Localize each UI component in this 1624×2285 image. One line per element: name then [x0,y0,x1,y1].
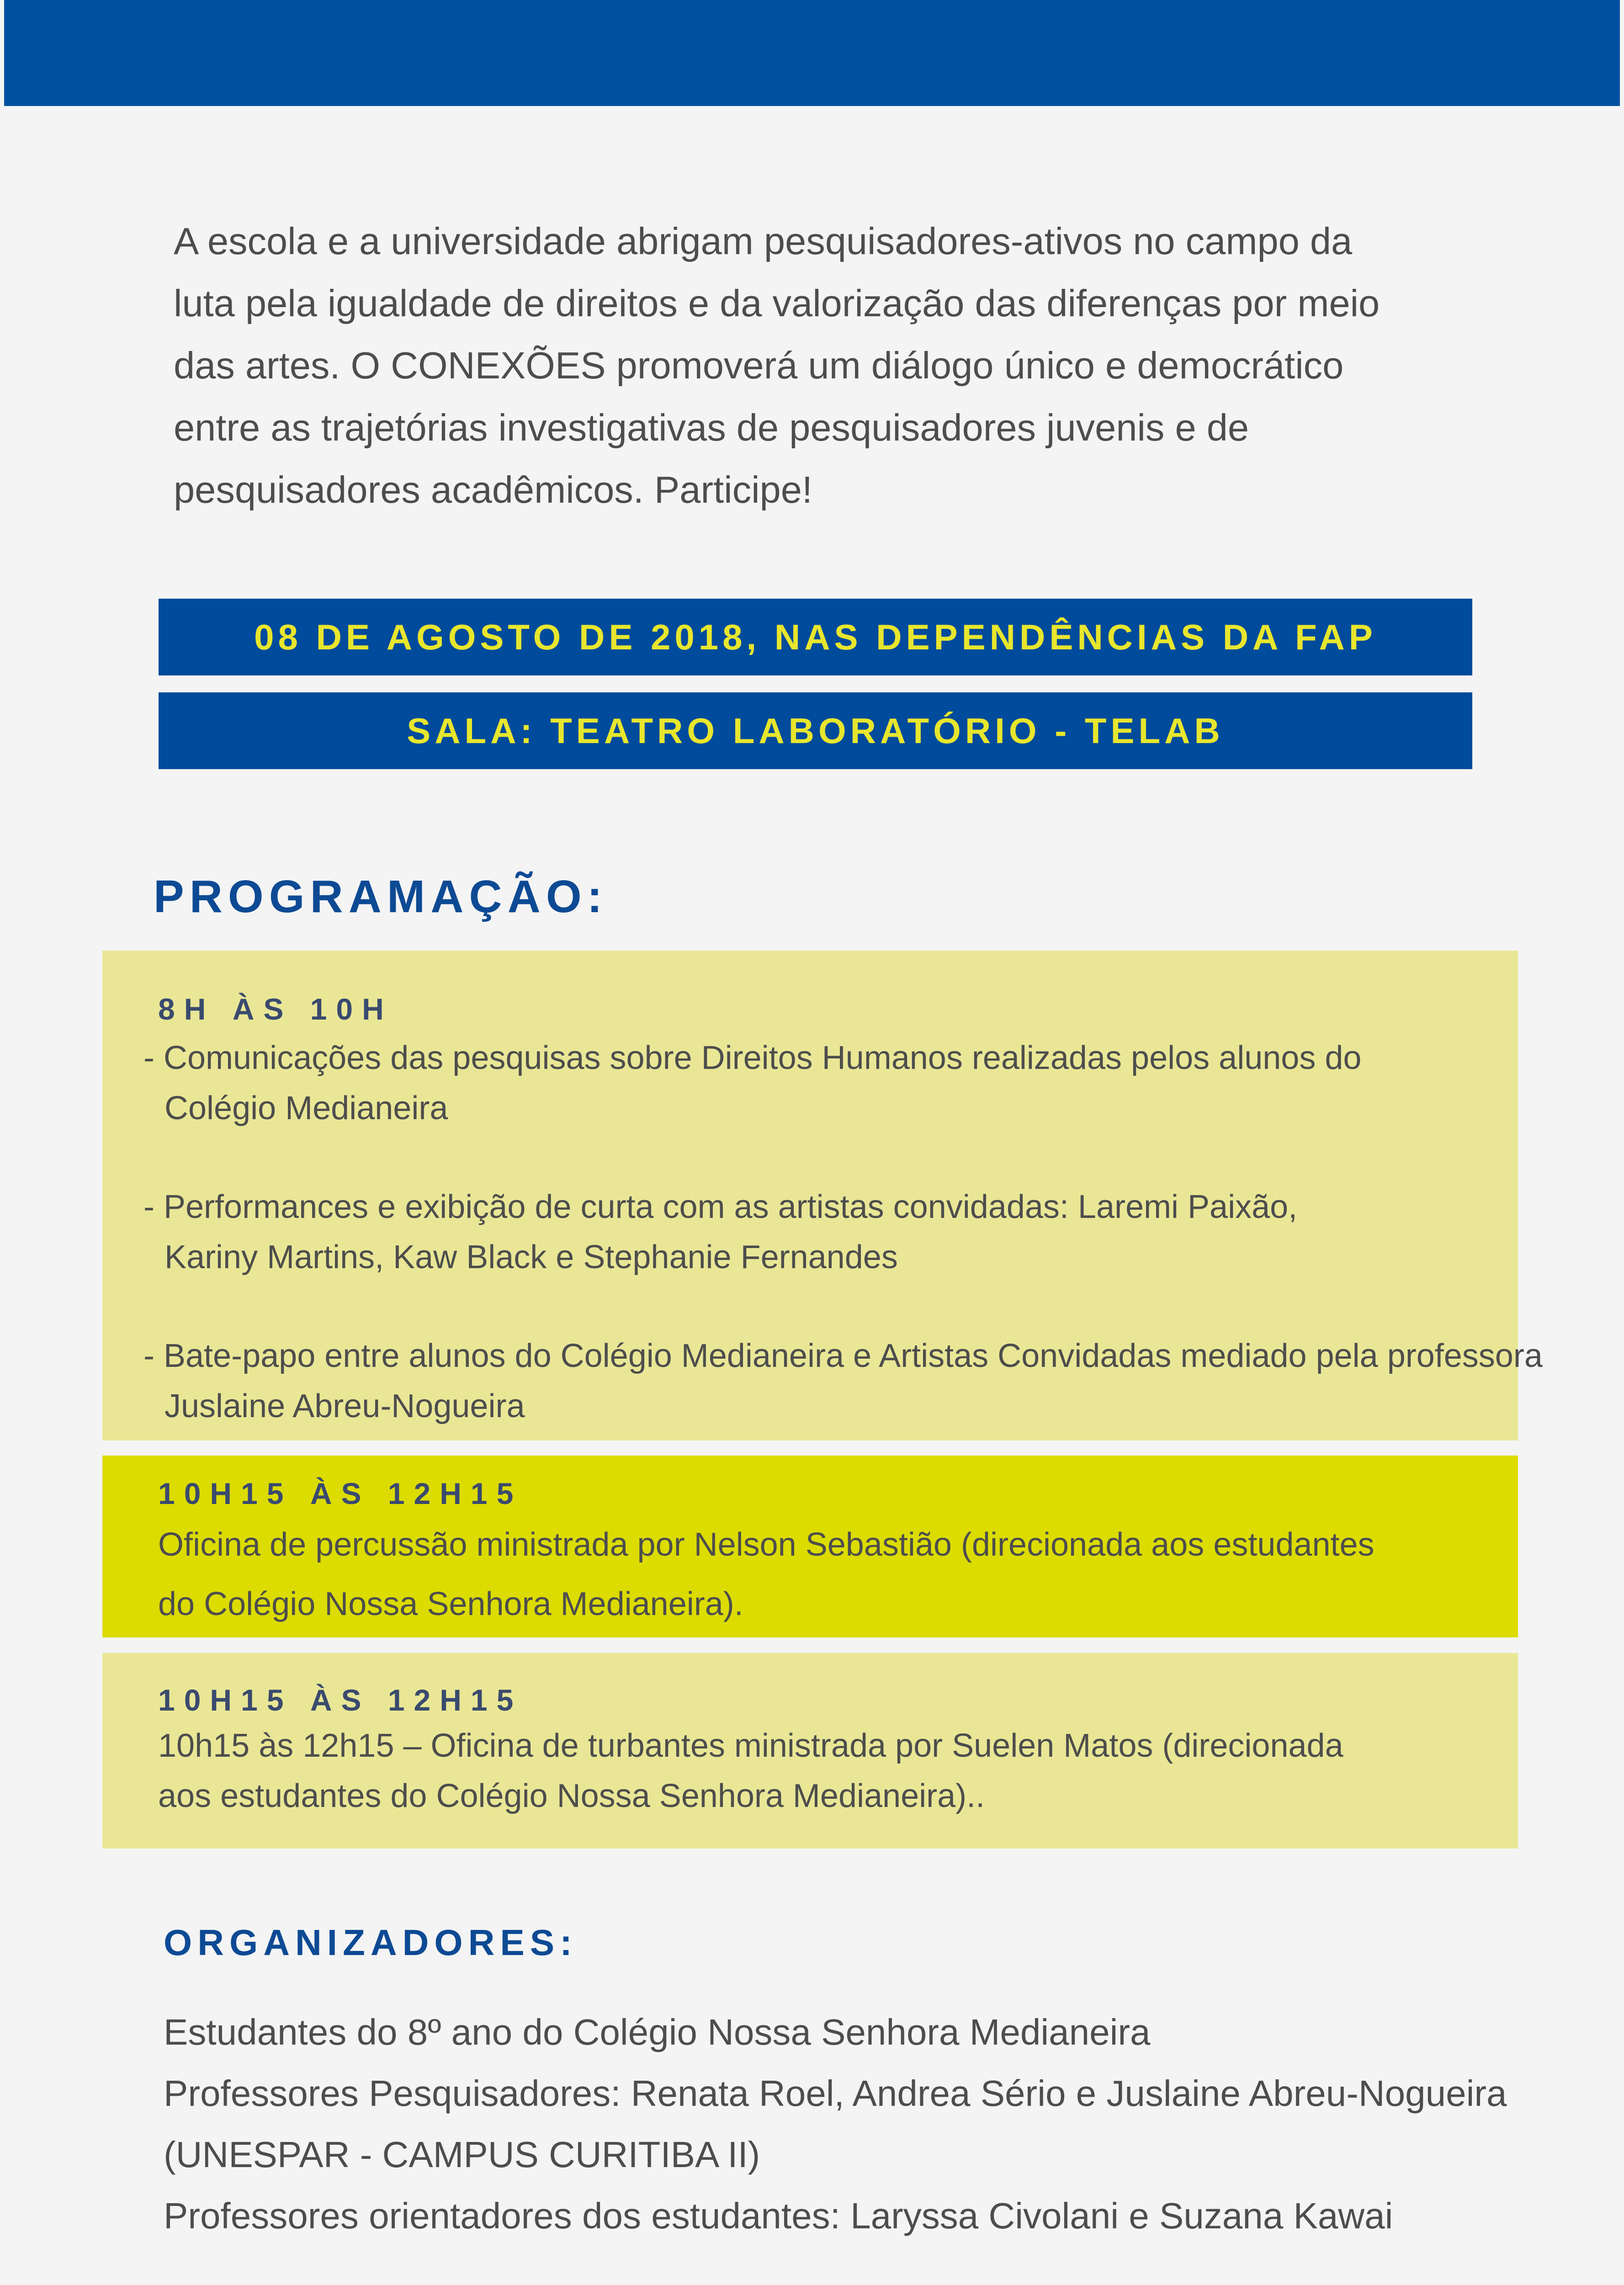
intro-line: das artes. O CONEXÕES promoverá um diálogo único e democrático [174,344,1344,387]
text-line: 10h15 às 12h15 – Oficina de turbantes ministrada por Suelen Matos (direcionada [158,1727,1343,1764]
block-1-items [143,1033,1543,1431]
list-item: Juslaine Abreu-Nogueira [165,1388,525,1424]
room-banner [159,692,1472,769]
list-item: Colégio Medianeira [165,1090,448,1127]
list-item: - Performances e exibição de curta com as artistas convidadas: Laremi Paixão, [143,1189,1298,1225]
block-2-time: 10H15 ÀS 12H15 [158,1477,523,1510]
block-2-text [158,1515,1375,1634]
organizer-line: Estudantes do 8º ano do Colégio Nossa Senhora Medianeira [164,2012,1151,2052]
block-3-time: 10H15 ÀS 12H15 [158,1683,523,1717]
text-line: do Colégio Nossa Senhora Medianeira). [158,1586,743,1622]
organizer-line: Professores Pesquisadores: Renata Roel, Andrea Sério e Juslaine Abreu-Nogueira [164,2073,1507,2114]
text-line: aos estudantes do Colégio Nossa Senhora Medianeira).. [158,1778,985,1814]
list-item: - Comunicações das pesquisas sobre Direitos Humanos realizadas pelos alunos do [143,1040,1362,1076]
organizadores-list [164,2002,1507,2247]
schedule-block-2 [102,1456,1518,1637]
intro-paragraph [174,210,1499,521]
schedule-block-3 [102,1653,1518,1849]
room-banner-text: SALA: TEATRO LABORATÓRIO - TELAB [407,710,1224,751]
list-item: Kariny Martins, Kaw Black e Stephanie Fernandes [165,1239,898,1275]
date-banner-text: 08 DE AGOSTO DE 2018, NAS DEPENDÊNCIAS DA FAP [254,616,1377,657]
intro-line: pesquisadores acadêmicos. Participe! [174,468,812,511]
block-3-text [158,1721,1343,1821]
intro-line: entre as trajetórias investigativas de pesquisadores juvenis e de [174,406,1249,449]
intro-line: luta pela igualdade de direitos e da valorização das diferenças por meio [174,282,1380,324]
top-bar [4,0,1620,106]
schedule-block-1 [102,951,1543,1440]
intro-line: A escola e a universidade abrigam pesquisadores-ativos no campo da [174,220,1353,262]
date-banner [159,599,1472,675]
text-line: Oficina de percussão ministrada por Nelson Sebastião (direcionada aos estudantes [158,1526,1375,1563]
list-item: - Bate-papo entre alunos do Colégio Medianeira e Artistas Convidadas mediado pela professora [143,1338,1543,1374]
organizadores-heading: ORGANIZADORES: [164,1922,578,1963]
organizer-line: (UNESPAR - CAMPUS CURITIBA II) [164,2134,760,2175]
organizer-line: Professores orientadores dos estudantes: Laryssa Civolani e Suzana Kawai [164,2195,1393,2236]
block-1-time: 8H ÀS 10H [158,992,393,1026]
programacao-heading: PROGRAMAÇÃO: [154,871,608,922]
